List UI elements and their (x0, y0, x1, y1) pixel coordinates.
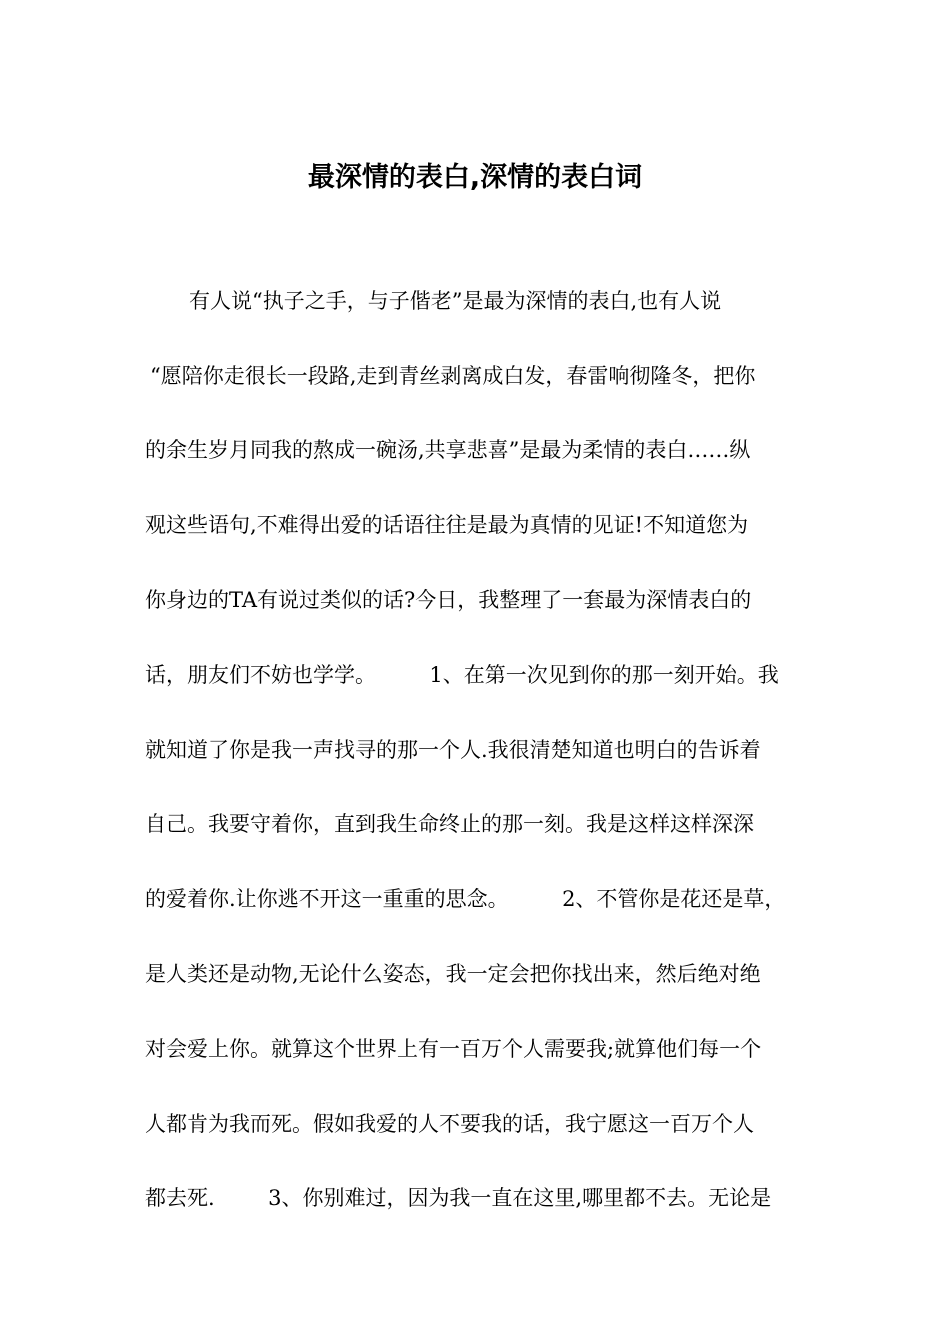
body-line: 话，朋友们不妨也学学。 1、在第一次见到你的那一刻开始。我 (145, 663, 779, 687)
body-line: 自己。我要守着你，直到我生命终止的那一刻。我是这样这样深深 (145, 812, 754, 836)
body-line: 的爱着你.让你逃不开这一重重的思念。 2、不管你是花还是草， (145, 887, 786, 911)
body-line: 你身边的TA有说过类似的话?今日，我整理了一套最为深情表白的 (145, 588, 752, 612)
body-line: 观这些语句,不难得出爱的话语往往是最为真情的见证!不知道您为 (145, 513, 749, 537)
body-line: 就知道了你是我一声找寻的那一个人.我很清楚知道也明白的告诉着 (145, 738, 761, 762)
body-line: 都去死. 3、你别难过，因为我一直在这里,哪里都不去。无论是 (145, 1186, 772, 1210)
body-line: 对会爱上你。就算这个世界上有一百万个人需要我;就算他们每一个 (145, 1037, 762, 1061)
body-line: “愿陪你走很长一段路,走到青丝剥离成白发，春雷响彻隆冬，把你 (150, 364, 756, 388)
body-line: 人都肯为我而死。假如我爱的人不要我的话，我宁愿这一百万个人 (145, 1112, 754, 1136)
body-line: 的余生岁月同我的熬成一碗汤,共享悲喜”是最为柔情的表白……纵 (145, 438, 751, 462)
body-line: 有人说“执子之手，与子偕老”是最为深情的表白,也有人说 (189, 289, 722, 313)
document-title: 最深情的表白,深情的表白词 (307, 162, 643, 193)
body-line: 是人类还是动物,无论什么姿态，我一定会把你找出来，然后绝对绝 (145, 962, 761, 986)
